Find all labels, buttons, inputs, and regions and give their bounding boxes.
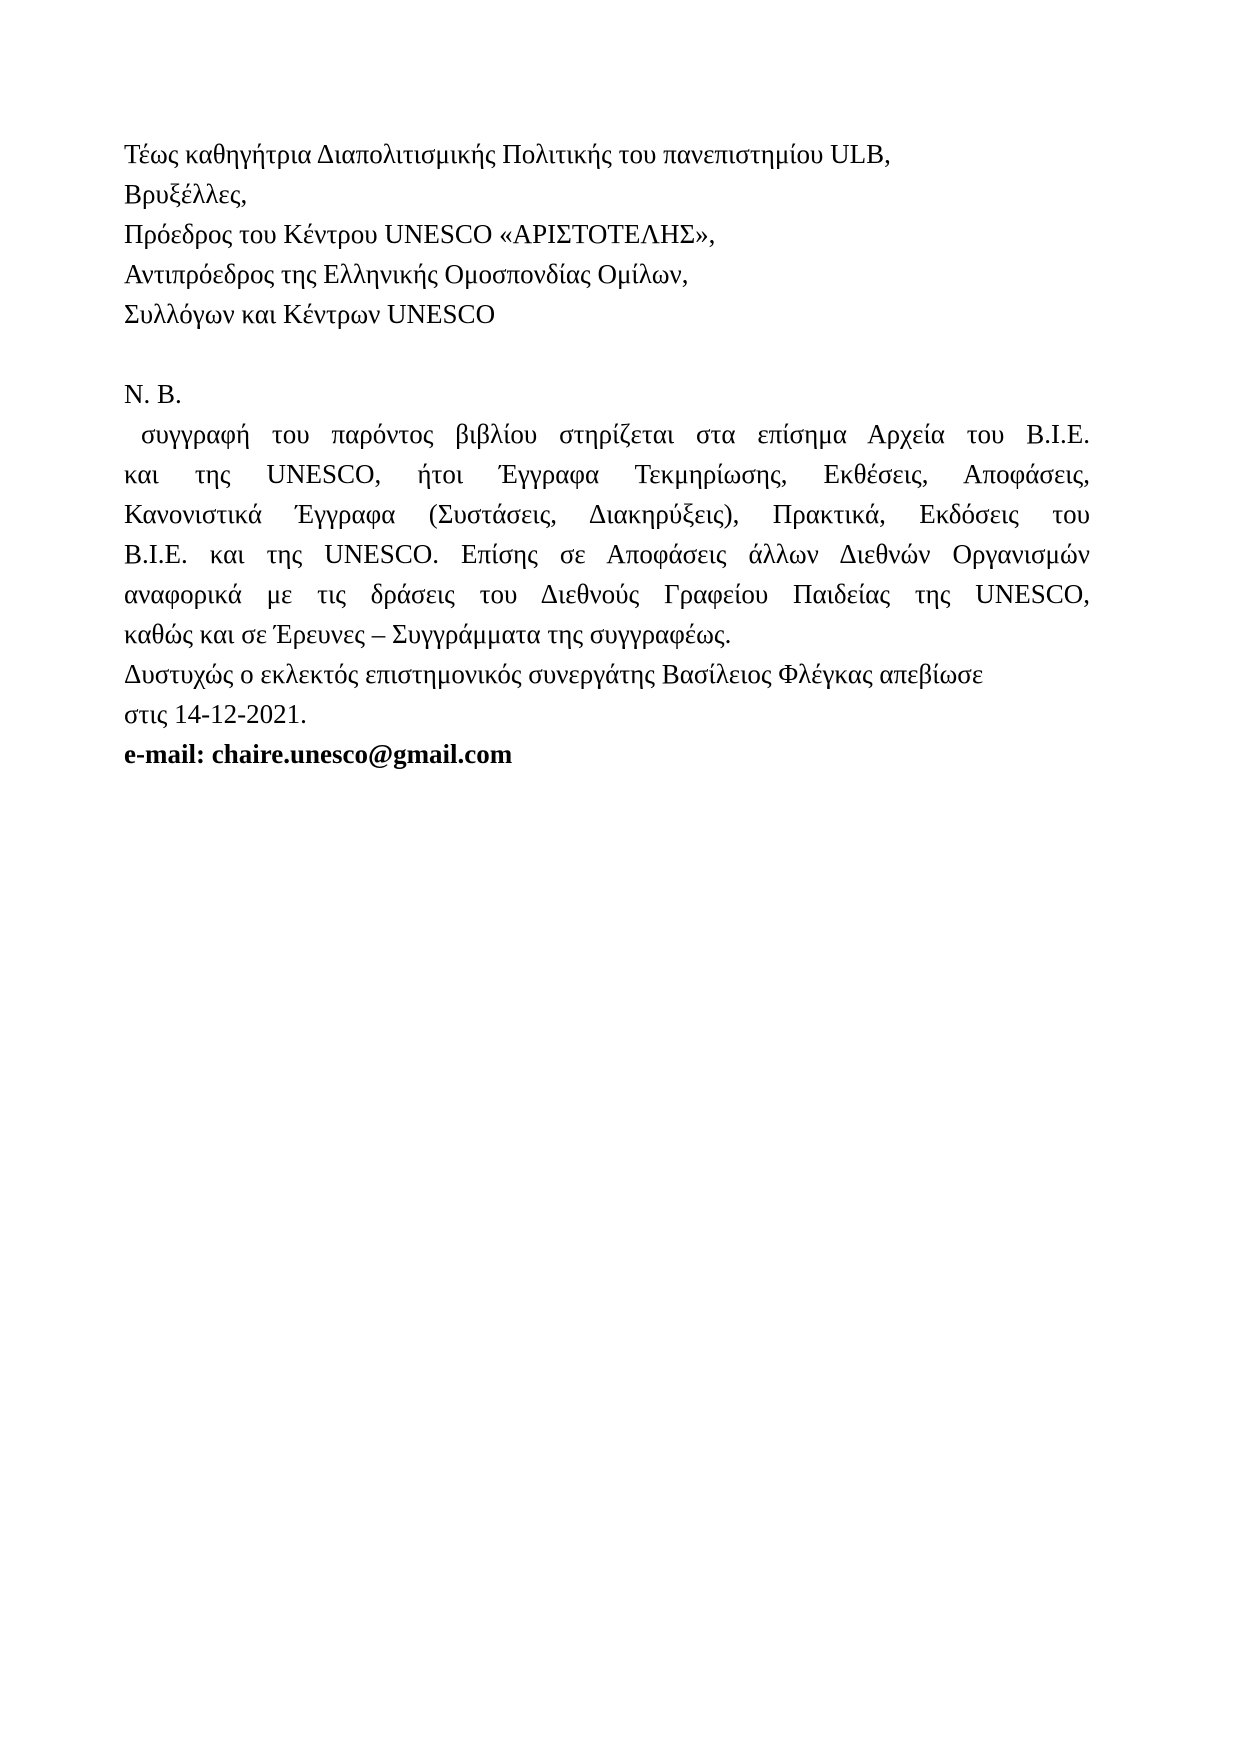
paragraph-last-line: καθώς και σε Έρευνες – Συγγράμματα της συγγραφέως. <box>124 619 732 649</box>
email-line: e-mail: chaire.unesco@gmail.com <box>124 739 513 769</box>
credentials-line-city: Βρυξέλλες, <box>124 179 248 209</box>
paragraph-line: και της UNESCO, ήτοι Έγγραφα Τεκμηρίωσης, Εκθέσεις, Αποφάσεις, <box>124 459 1090 489</box>
credentials-line-president: Πρόεδρος του Κέντρου UNESCO «ΑΡΙΣΤΟΤΕΛΗΣ», <box>124 219 716 249</box>
nota-bene-heading: N. B. <box>124 379 182 409</box>
credentials-line-former-professor: Τέως καθηγήτρια Διαπολιτισμικής Πολιτικής του πανεπιστημίου ULB, <box>124 139 891 169</box>
obituary-note-date-line: στις 14-12-2021. <box>124 699 307 729</box>
obituary-note-line: Δυστυχώς ο εκλεκτός επιστημονικός συνεργάτης Βασίλειος Φλέγκας απεβίωσε <box>124 659 984 689</box>
paragraph-line: Β.Ι.Ε. και της UNESCO. Επίσης σε Αποφάσεις άλλων Διεθνών Οργανισμών <box>124 539 1090 569</box>
blank-line <box>124 334 1090 374</box>
credentials-line-clubs-centres: Συλλόγων και Κέντρων UNESCO <box>124 299 496 329</box>
text-block <box>124 134 1090 774</box>
paragraph-line: Κανονιστικά Έγγραφα (Συστάσεις, Διακηρύξεις), Πρακτικά, Εκδόσεις του <box>124 499 1090 529</box>
paragraph-line: αναφορικά με τις δράσεις του Διεθνούς Γραφείου Παιδείας της UNESCO, <box>124 579 1090 609</box>
paragraph-line: συγγραφή του παρόντος βιβλίου στηρίζεται στα επίσημα Αρχεία του Β.Ι.Ε. <box>141 419 1090 449</box>
credentials-line-vice-president: Αντιπρόεδρος της Ελληνικής Ομοσπονδίας Ομίλων, <box>124 259 689 289</box>
